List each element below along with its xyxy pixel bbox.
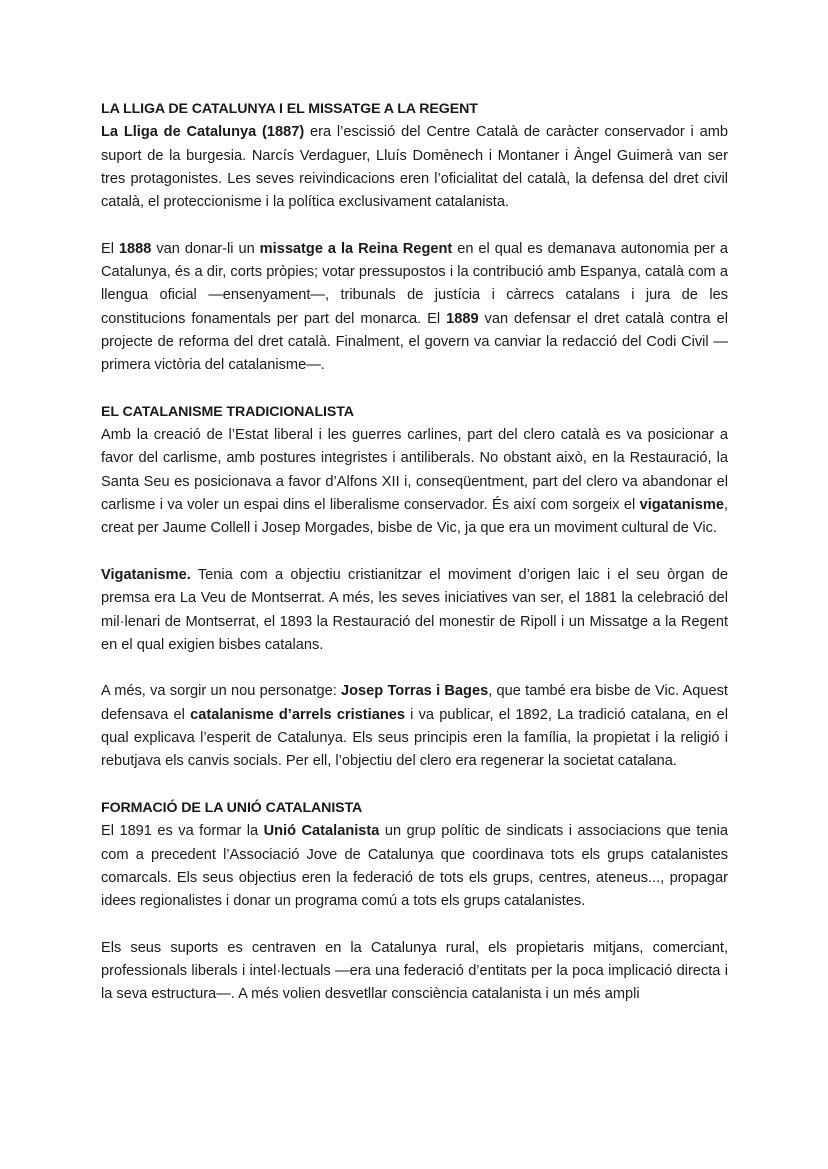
bold-text: Unió Catalanista [263,823,380,840]
section-heading: FORMACIÓ DE LA UNIÓ CATALANISTA [101,799,363,816]
text-run: van defensar el dret català contra el projecte de reforma del dret català. Finalment, el govern va canviar la redacció del Codi Civil —primera victòria del catalanisme—. [101,310,728,374]
text-run: Els seus suports es centraven en la Catalunya rural, els propietaris mitjans, comerciant, professionals liberals i intel·lectuals —era una federació d’entitats per la poca implicació directa i la seva estructura—. A més volien desvetllar consciència catalanista i un més ampli [101,939,728,1003]
text-run: , creat per Jaume Collell i Josep Morgades, bisbe de Vic, ja que era un moviment cultural de Vic. [101,497,728,537]
text-run: van donar-li un [151,240,260,257]
bold-text: Josep Torras i Bages [341,683,489,700]
paragraph [101,937,728,1007]
bold-text: catalanisme d’arrels cristianes [190,706,405,723]
bold-text: missatge a la Reina Regent [259,240,453,257]
section-heading: LA LLIGA DE CATALUNYA I EL MISSATGE A LA REGENT [101,101,478,117]
text-run: Amb la creació de l’Estat liberal i les guerres carlines, part del clero català es va posicionar a favor del carlisme, amb postures integristes i antiliberals. No obstant això, en la Restauració, la Santa Seu es posicionava a favor d’Alfons XII i, conseqüentment, part del clero va abandonar el carlisme i va voler un espai dins el liberalisme conservador. És així com sorgeix el [101,427,728,514]
paragraph-gap [101,913,728,936]
text-run: era l’escissió del Centre Català de caràcter conservador i amb suport de la burgesia. Narcís Verdaguer, Lluís Domènech i Montaner i Àngel Guimerà van ser tres protagonistes. Les seves reivindicacions eren l’oficialitat del català, la defensa del dret civil català, el proteccionisme i la política exclusivament catalanista. [101,124,728,211]
paragraph-gap [101,214,728,237]
paragraph [101,238,728,378]
text-run: El 1891 es va formar la [101,823,264,840]
paragraph [101,424,728,540]
paragraph [101,564,728,657]
paragraph [101,121,728,214]
bold-text: vigatanisme [639,497,724,514]
section-heading: EL CATALANISME TRADICIONALISTA [101,403,354,420]
bold-text: La Lliga de Catalunya (1887) [101,124,305,141]
paragraph-gap [101,541,728,564]
bold-text: 1889 [446,310,479,327]
text-run: , que també era bisbe de Vic. Aquest defensava el [101,683,728,723]
text-run: El [101,240,119,257]
paragraph [101,820,728,913]
text-run: A més, va sorgir un nou personatge: [101,683,342,700]
text-run: un grup polític de sindicats i associacions que tenia com a precedent l’Associació Jove de Catalunya que coordinava tots els grups catalanistes comarcals. Els seus objectius eren la federació de tots els grups, centres, ateneus..., propagar idees regionalistes i donar un programa comú a tots els grups catalanistes. [101,823,728,910]
paragraph [101,680,728,773]
bold-text: Vigatanisme. [101,566,191,583]
bold-text: 1888 [118,240,152,257]
text-run: i va publicar, el 1892, La tradició catalana, en el qual explicava l’esperit de Catalunya. Els seus principis eren la família, la propietat i la religió i rebutjava els canvis socials. Per ell, l’objectiu del clero era regenerar la societat catalana. [101,706,728,770]
section-gap [101,774,728,797]
text-run: Tenia com a objectiu cristianitzar el moviment d’origen laic i el seu òrgan de premsa era La Veu de Montserrat. A més, les seves iniciatives van ser, el 1881 la celebració del mil·lenari de Montserrat, el 1893 la Restauració del monestir de Ripoll i un Missatge a la Regent en el qual exigien bisbes catalans. [101,566,728,653]
paragraph-gap [101,657,728,680]
text-run: en el qual es demanava autonomia per a Catalunya, és a dir, corts pròpies; votar pressupostos i la contribució amb Espanya, català com a llengua oficial —ensenyament—, tribunals de justícia i càrrecs catalans i jura de les constitucions fonamentals per part del monarca. El [101,240,729,327]
section-gap [101,378,728,401]
